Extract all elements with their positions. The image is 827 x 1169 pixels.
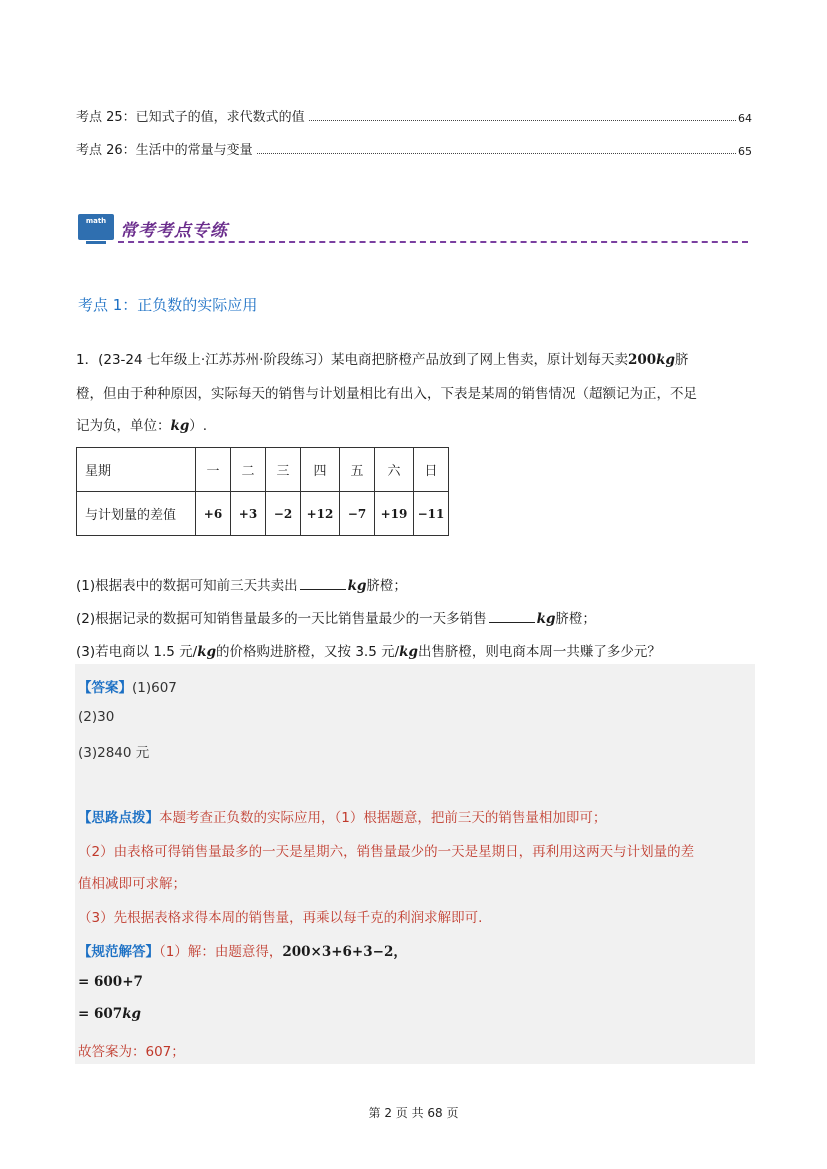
question-text: 记为负，单位： xyxy=(76,418,171,434)
table-day-cell: 五 xyxy=(340,448,375,492)
solution-tag: 【规范解答】 xyxy=(78,944,159,960)
toc-entry-text: 考点 25：已知式子的值，求代数式的值 xyxy=(76,110,305,125)
section-heading: 常考考点专练 xyxy=(120,221,228,241)
hint-text: 本题考查正负数的实际应用，（1）根据题意，把前三天的销售量相加即可； xyxy=(159,810,607,826)
table-day-cell: 四 xyxy=(301,448,340,492)
unit-kg: kg xyxy=(170,418,190,434)
table-value-cell: −7 xyxy=(340,492,375,536)
table-value-cell: +12 xyxy=(301,492,340,536)
table-day-cell: 日 xyxy=(414,448,449,492)
table-day-cell: 一 xyxy=(196,448,231,492)
unit-kg: kg xyxy=(399,644,418,660)
answer-line-2: (2)30 xyxy=(78,709,115,725)
toc-leader-dots xyxy=(309,120,736,121)
solution-expression: 200×3+6+3−2， xyxy=(282,944,407,960)
question-line-2 xyxy=(76,380,754,409)
table-value-cell: +6 xyxy=(196,492,231,536)
toc-entry-text: 考点 26：生活中的常量与变量 xyxy=(76,143,253,158)
table-day-cell: 六 xyxy=(375,448,414,492)
toc-entry-26[interactable] xyxy=(76,139,752,158)
page-footer: 第 2 页 共 68 页 xyxy=(368,1106,459,1120)
table-header-cell: 与计划量的差值 xyxy=(77,492,196,536)
subquestion-1 xyxy=(76,574,407,594)
toc-entry-25[interactable] xyxy=(76,106,752,125)
answer-line-3: (3)2840 元 xyxy=(78,745,150,761)
section-divider xyxy=(118,241,748,243)
solution-result: = 607 xyxy=(78,1006,123,1022)
solution-line-2: = 600+7 xyxy=(78,974,143,990)
hint-line-3: 值相减即可求解； xyxy=(78,876,186,892)
solution-intro: （1）解：由题意得， xyxy=(159,944,283,960)
math-board-label: math xyxy=(85,217,107,225)
unit-kg: kg xyxy=(347,578,367,594)
subquestion-text: (1)根据表中的数据可知前三天共卖出 xyxy=(76,578,298,594)
table-day-cell: 二 xyxy=(231,448,266,492)
question-text: 橙，但由于种种原因，实际每天的销售与计划量相比有出入，下表是某周的销售情况（超额记为正，不足 xyxy=(76,386,697,402)
solution-conclusion: 故答案为：607； xyxy=(78,1044,185,1060)
planned-amount: 200 xyxy=(627,352,657,368)
subquestion-3 xyxy=(76,640,661,660)
subquestion-text: 的价格购进脐橙，又按 3.5 元/ xyxy=(216,644,400,660)
table-row xyxy=(77,492,449,536)
subquestion-text: 脐橙； xyxy=(555,611,596,627)
toc-leader-dots xyxy=(257,153,736,154)
solution-line-3 xyxy=(78,1006,141,1022)
subquestion-2 xyxy=(76,607,596,627)
topic-title: 考点 1：正负数的实际应用 xyxy=(78,296,258,314)
unit-kg: kg xyxy=(656,352,675,368)
table-value-cell: +19 xyxy=(375,492,414,536)
answer-blank[interactable] xyxy=(489,610,535,623)
section-banner xyxy=(78,212,748,246)
table-day-cell: 三 xyxy=(266,448,301,492)
question-text: 脐 xyxy=(674,352,689,368)
table-value-cell: −2 xyxy=(266,492,301,536)
table-value-cell: −11 xyxy=(414,492,449,536)
math-board-icon xyxy=(78,214,114,240)
question-text: 1．(23-24 七年级上·江苏苏州·阶段练习）某电商把脐橙产品放到了网上售卖，原计划每天卖 xyxy=(76,352,628,368)
subquestion-text: (2)根据记录的数据可知销售量最多的一天比销售量最少的一天多销售 xyxy=(76,611,487,627)
answer-line-1 xyxy=(78,676,177,696)
question-line-3 xyxy=(76,412,754,441)
table-row xyxy=(77,448,449,492)
question-line-1 xyxy=(76,346,754,375)
solution-line-1 xyxy=(78,940,407,960)
subquestion-text: (3)若电商以 1.5 元/ xyxy=(76,644,198,660)
sales-table xyxy=(76,447,449,536)
unit-kg: kg xyxy=(122,1006,141,1022)
answer-tag: 【答案】 xyxy=(78,680,132,696)
hint-line-4: （3）先根据表格求得本周的销售量，再乘以每千克的利润求解即可. xyxy=(78,910,483,926)
unit-kg: kg xyxy=(536,611,556,627)
unit-kg: kg xyxy=(197,644,217,660)
answer-blank[interactable] xyxy=(300,577,346,590)
toc-page-number: 64 xyxy=(738,112,752,125)
subquestion-text: 出售脐橙，则电商本周一共赚了多少元？ xyxy=(417,644,661,660)
answer-panel xyxy=(75,664,755,1064)
toc-page-number: 65 xyxy=(738,145,752,158)
table-header-cell: 星期 xyxy=(77,448,196,492)
hint-line-2: （2）由表格可得销售量最多的一天是星期六，销售量最少的一天是星期日，再利用这两天与计划量的差 xyxy=(78,844,695,860)
answer-value: (1)607 xyxy=(132,680,177,696)
question-text: ）. xyxy=(189,418,208,434)
subquestion-text: 脐橙； xyxy=(366,578,407,594)
hint-line-1 xyxy=(78,806,606,826)
hint-tag: 【思路点拨】 xyxy=(78,810,159,826)
table-value-cell: +3 xyxy=(231,492,266,536)
